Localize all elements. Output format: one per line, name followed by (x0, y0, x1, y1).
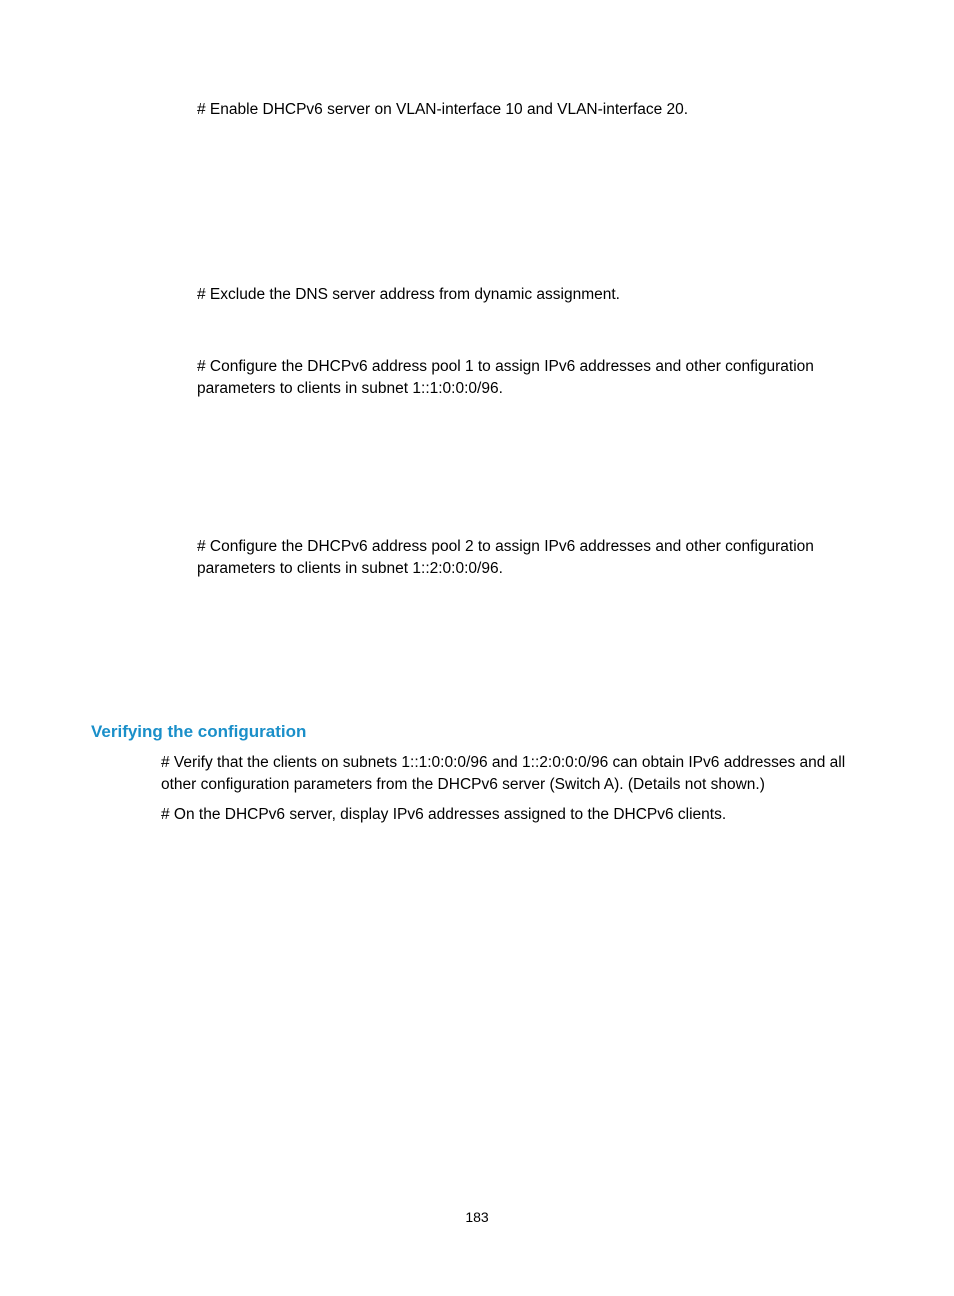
step-enable-dhcpv6-server: # Enable DHCPv6 server on VLAN-interface 10 and VLAN-interface 20. (197, 101, 689, 118)
page-number: 183 (465, 1209, 489, 1225)
pool-1-line-1: # Configure the DHCPv6 address pool 1 to assign IPv6 addresses and other configuration (197, 358, 814, 375)
pool-2-line-2: parameters to clients in subnet 1::2:0:0:0/96. (197, 560, 503, 577)
verify-paragraph-1-line-2: other configuration parameters from the DHCPv6 server (Switch A). (Details not shown.) (161, 776, 765, 793)
pool-2-line-1: # Configure the DHCPv6 address pool 2 to assign IPv6 addresses and other configuration (197, 538, 814, 555)
pool-1-line-2: parameters to clients in subnet 1::1:0:0:0/96. (197, 380, 503, 397)
verify-paragraph-2: # On the DHCPv6 server, display IPv6 addresses assigned to the DHCPv6 clients. (161, 806, 727, 823)
step-exclude-dns-address: # Exclude the DNS server address from dynamic assignment. (197, 286, 620, 303)
section-heading-verifying: Verifying the configuration (91, 722, 307, 741)
verify-paragraph-1-line-1: # Verify that the clients on subnets 1::1:0:0:0/96 and 1::2:0:0:0/96 can obtain IPv6 addresses and all (161, 754, 846, 771)
